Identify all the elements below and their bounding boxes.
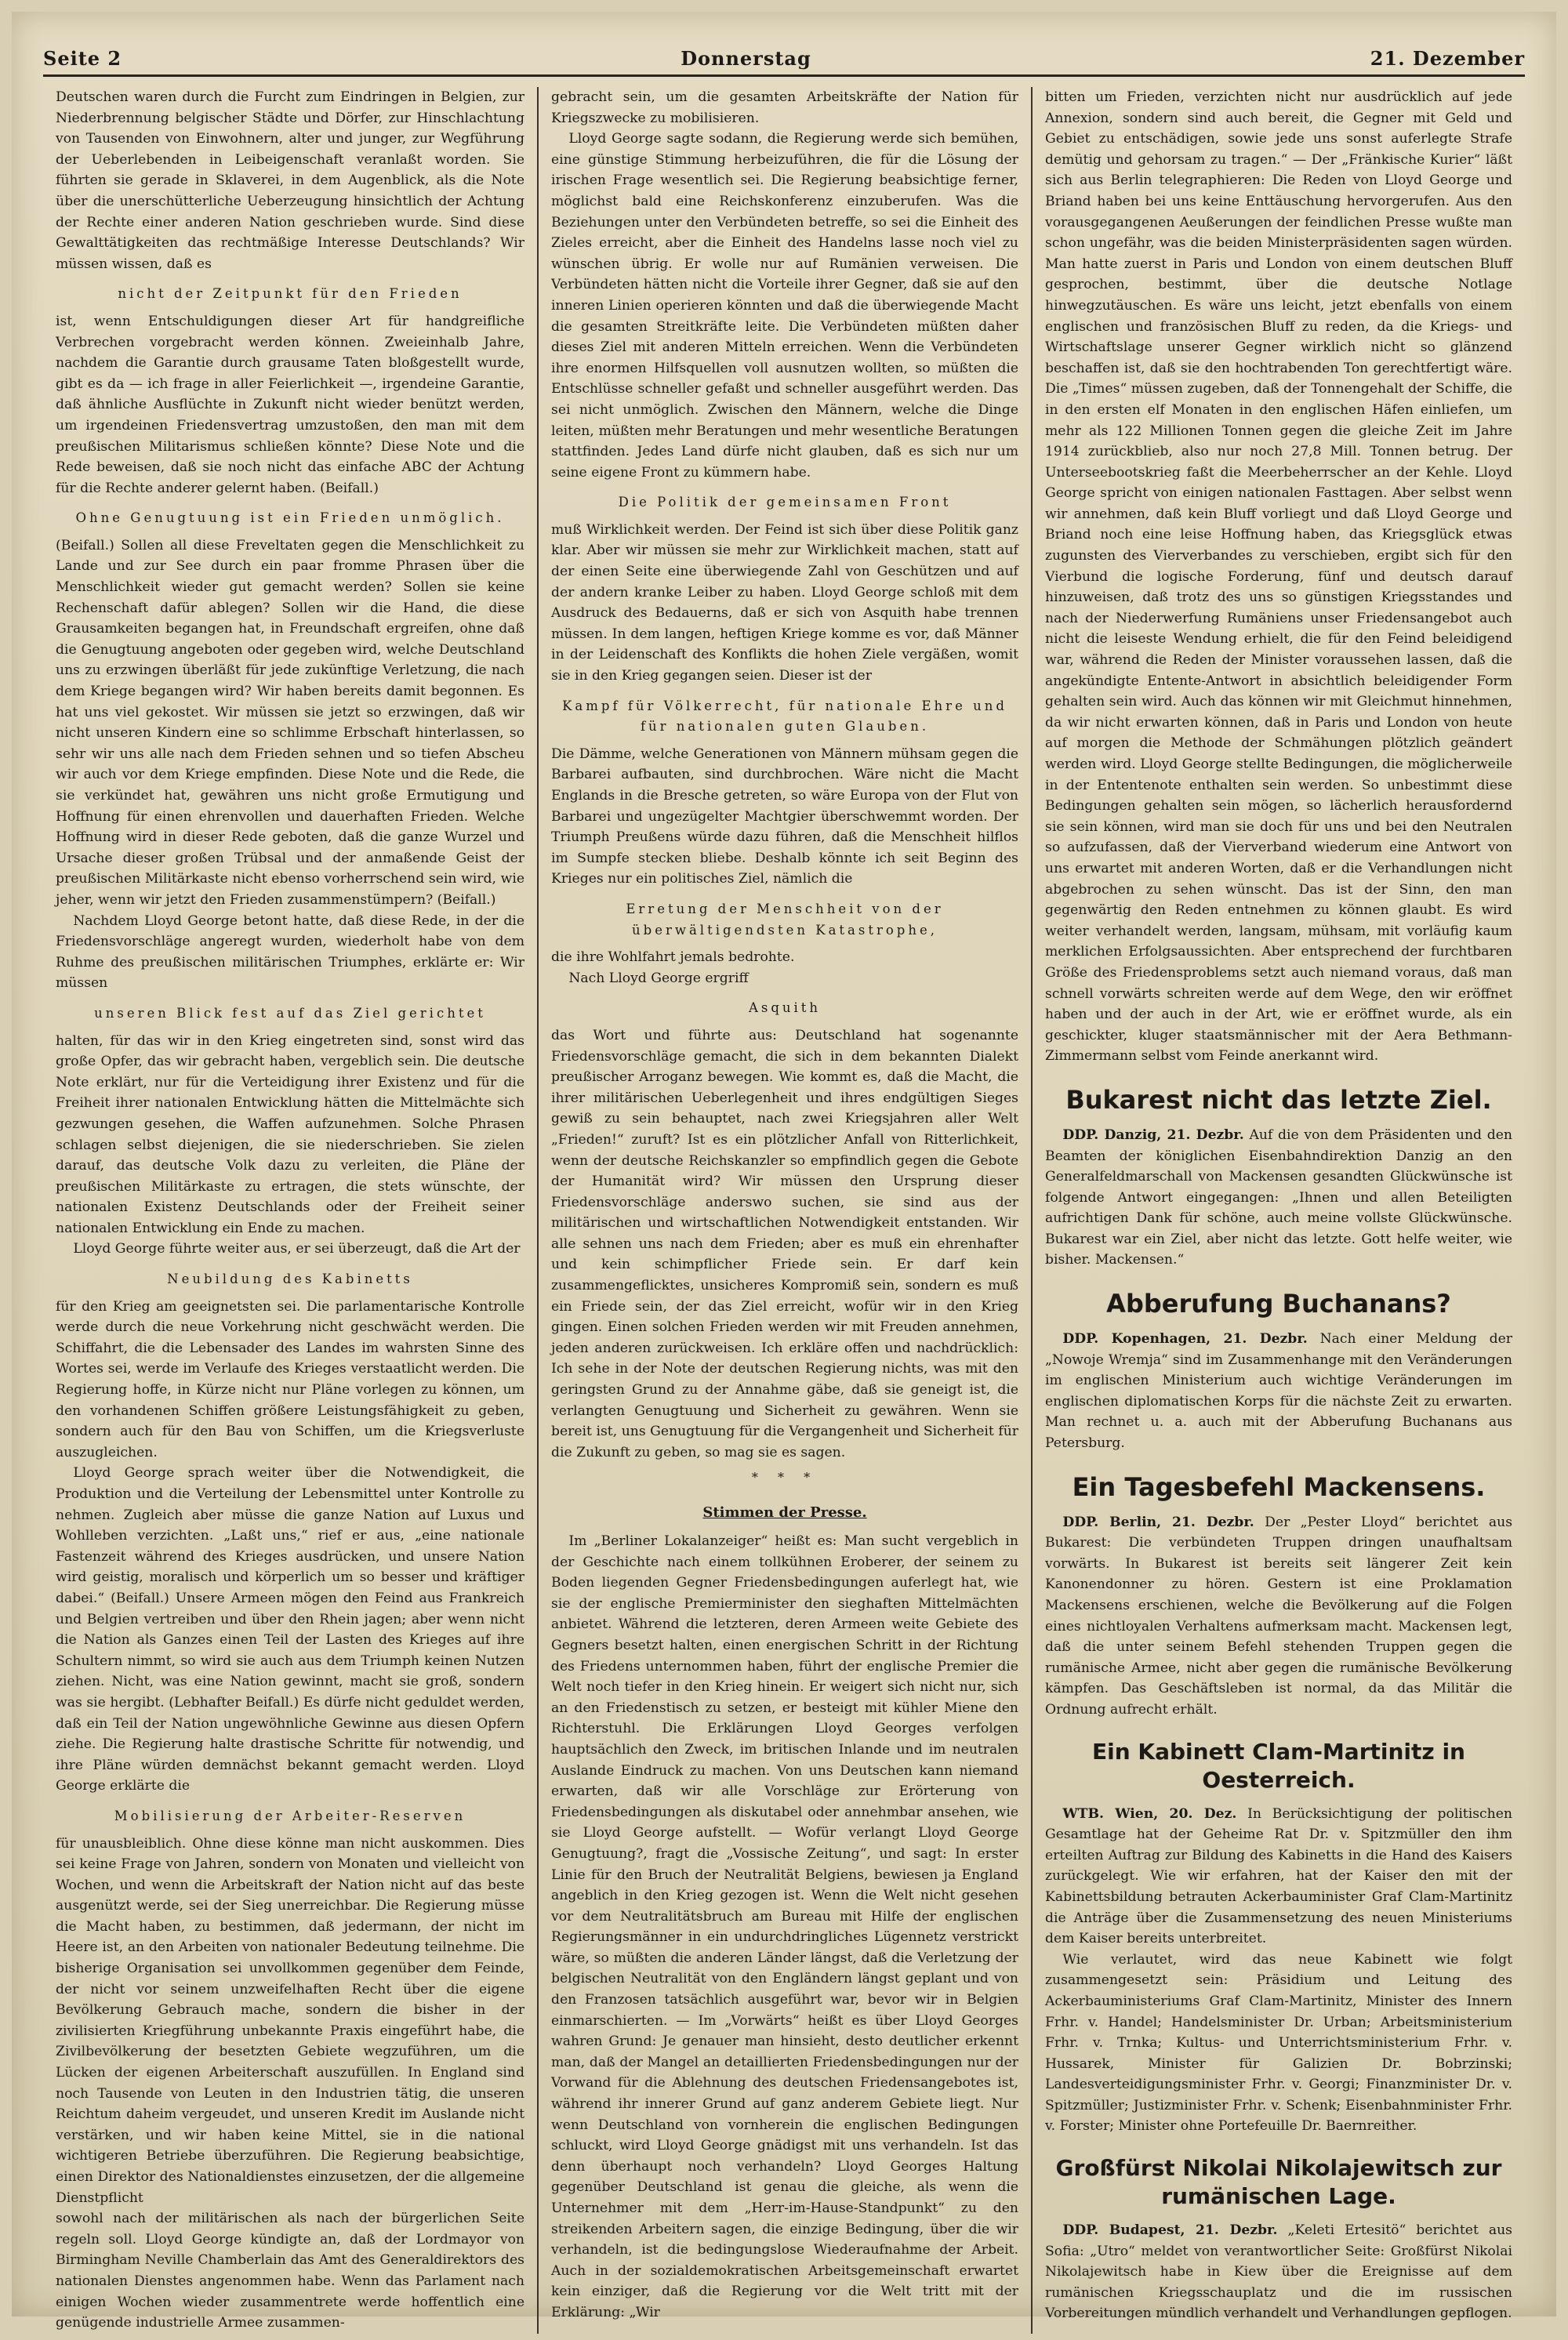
separator-dots: * * * (751, 1470, 818, 1486)
subheading: Die Politik der gemeinsamen Front (618, 495, 952, 510)
paragraph: Nach Lloyd George ergriff (568, 970, 749, 986)
paragraph: bitten um Frieden, verzichten nicht nur ausdrücklich auf jede Annexion, sondern sind auch bereit, die Gegner mit Geld und Gebiet zu entschädigen, sowie jede uns sonst auferlegte Strafe demütig und gehorsam zu tragen.“ — Der „Fränkische Kurier“ läßt sich aus Berlin telegraphieren: Die Reden von Lloyd George und Briand haben bei uns keine Enttäuschung hervorgerufen. Aus den vorausgegangenen Aeußerungen der feindlichen Presse wußte man schon ungefähr, was die beiden Ministerpräsidenten sagen würden. Man hatte zuerst in Paris und London von einem deutschen Bluff gesprochen, bestimmt, über die deutsche Notlage hinwegzutäuschen. Es wäre uns leicht, jetzt ebenfalls von einem englischen und französischen Bluff zu reden, da die Kriegs- und Wirtschaftslage unserer Gegner wirklich nicht so glänzend beschaffen ist, daß sie den hochtrabenden Ton gerechtfertigt wäre. Die „Times“ müssen zugeben, daß der Tonnengehalt der Schiffe, die in den ersten elf Monaten in den englischen Häfen einliefen, um mehr als 122 Millionen Tonnen gegen die gleiche Zeit im Jahre 1914 zurückblieb, also nur noch 27,8 Mill. Tonnen betrug. Der Unterseebootskrieg faßt die Meerbeherrscher an der Kehle. Lloyd George spricht von einigen nationalen Fasttagen. Aber selbst wenn wir annehmen, daß kein Bluff vorliegt und daß Lloyd George und Briand noch eine leise Hoffnung haben, das Kriegsglück etwas zugunsten des Vierverbandes zu verschieben, ergibt sich für den Vierbund die logische Forderung, fünf und deutsch darauf hinzuweisen, daß trotz des uns so günstigen Kriegsstandes und nach der Niederwerfung Rumäniens unser Friedensangebot auch nicht die leiseste Wendung erhielt, die für den Feind beleidigend war, während die Reden der Minister voraussehen lassen, daß die angekündigte Entente-Antwort in absichtlich beleidigender Form gehalten sein wird. Auch das können wir mit Gleichmut hinnehmen, da wir nicht erwarten können, daß in Paris und London von heute auf morgen die Methode der Schmähungen plötzlich geändert werden wird. Lloyd George stellte Bedingungen, die möglicherweile in der Ententenote enthalten sein werden. So unbestimmt diese Bedingungen gehalten sein mögen, so lächerlich herausfordernd sie sein können, wird man sie doch für uns und bei den Neutralen so aufzufassen, daß der Vierverband wiederum eine Antwort von uns erwartet mit anderen Worten, daß er die Verhandlungen nicht abgebrochen zu sehen wünscht. Das ist der Sinn, den man gegenwärtig den Reden entnehmen zu können glaubt. Es wird weiter verhandelt werden, langsam, mühsam, mit vorläufig kaum merklichen Erfolgsaussichten. Aber entsprechend der furchtbaren Größe des Friedensproblems setzt auch niemand voraus, daß man schnell vorwärts schreiten werde auf dem Wege, den wir eröffnet haben und der auch in der Art, wie er eröffnet wurde, als ein geschickter, kluger staatsmännischer mit der Aera Bethmann-Zimmermann selbst vom Feinde anerkannt wird. (1045, 89, 1512, 1065)
dateline: DDP. Berlin, 21. Dezbr. (1062, 1514, 1254, 1530)
newspaper-page (12, 12, 1556, 2331)
column-3 (1031, 87, 1525, 2334)
article-headline: Bukarest nicht das letzte Ziel. (1065, 1084, 1492, 1115)
column-2 (537, 87, 1031, 2334)
paragraph: halten, für das wir in den Krieg eingetreten sind, sonst wird das große Opfer, das wir gebracht haben, vergeblich sein. Die deutsche Note erklärt, nur für die Verteidigung ihrer Existenz und für die Freiheit ihrer nationalen Entwicklung hätten die Mittelmächte sich gezwungen gesehen, die Waffen aufzunehmen. Solche Phrasen schlagen selbst diejenigen, die sie niederschrieben. Sie zielen darauf, das deutsche Volk dazu zu verleiten, die Pläne der preußischen Militärkaste zu ertragen, die stets wünschte, der nationalen Existenz Deutschlands oder der Freiheit seiner nationalen Entwicklung ein Ende zu machen. (56, 1032, 524, 1236)
news-text: In Berücksichtigung der politischen Gesamtlage hat der Geheime Rat Dr. v. Spitzmüller den ihm erteilten Auftrag zur Bildung des Kabinetts in die Hand des Kaisers zurückgelegt. Wie wir erfahren, hat der Kaiser den mit der Kabinettsbildung betrauten Ackerbauminister Graf Clam-Martinitz die Anträge über die Zusammensetzung des neuen Ministeriums dem Kaiser bereits unterbreitet. (1045, 1805, 1512, 1947)
subheading: Mobilisierung der Arbeiter-Reserven (114, 1808, 466, 1823)
subheading: Neubildung des Kabinetts (167, 1272, 413, 1287)
dateline: DDP. Danzig, 21. Dezbr. (1062, 1126, 1244, 1143)
dateline: DDP. Kopenhagen, 21. Dezbr. (1062, 1331, 1308, 1348)
paragraph: sowohl nach der militärischen als nach der bürgerlichen Seite regeln soll. Lloyd George kündigte an, daß der Lordmayor von Birmingham Neville Chamberlain das Amt des Generaldirektors des nationalen Dienstes angenommen habe. Wenn das Parlament nach einigen Wochen wieder zusammentrete werde hoffentlich eine genügende industrielle Armee zusammen- (56, 2211, 524, 2331)
dateline: DDP. Budapest, 21. Dezbr. (1062, 2222, 1278, 2239)
paragraph: muß Wirklichkeit werden. Der Feind ist sich über diese Politik ganz klar. Aber wir müssen sie mehr zur Wirklichkeit machen, statt auf der einen Seite eine überwiegende Zahl von Geschützen und auf der andern kranke Leiber zu haben. Lloyd George schloß mit dem Ausdruck des Bedauerns, daß er sich von Asquith habe trennen müssen. In dem langen, heftigen Kriege komme es vor, daß Männer in der Leidenschaft des Konflikts die hohen Ziele vergäßen, womit sie in den Krieg gegangen seien. Dieser ist der (551, 521, 1018, 684)
paragraph: gebracht sein, um die gesamten Arbeitskräfte der Nation für Kriegszwecke zu mobilisieren. (551, 89, 1018, 126)
news-text: Der „Pester Lloyd“ berichtet aus Bukarest: Die verbündeten Truppen dringen unaufhaltsam vorwärts. In Bukarest ist bereits seit längerer Zeit kein Kanonendonner zu hören. Gestern ist eine Proklamation Mackensens erschienen, welche die Bevölkerung auf die Folgen eines nichtloyalen Verhaltens aufmerksam macht. Mackensen legt, daß die unter seinem Befehl stehenden Truppen gegen die rumänische Armee, nicht aber gegen die rumänische Bevölkerung kämpfen. Das Geschäftsleben ist normal, da das Militär die Ordnung aufrecht erhält. (1045, 1514, 1513, 1718)
paragraph: Im „Berliner Lokalanzeiger“ heißt es: Man sucht vergeblich in der Geschichte nach einem tollkühnen Eroberer, der seinem zu Boden liegenden Gegner Friedensbedingungen auferlegt hat, wie sie der englische Premierminister den sieghaften Mittelmächten anbietet. Während die letzteren, deren Armeen weite Gebiete des Gegners besetzt halten, einen energischen Schritt in der Richtung des Friedens unternommen haben, führt der englische Premier die Welt noch tiefer in den Krieg hinein. Er weigert sich nicht nur, sich an den Friedenstisch zu setzen, er besteigt mit kühler Miene den Richterstuhl. Die Erklärungen Lloyd Georges verfolgen hauptsächlich den Zweck, im britischen Inlande und im neutralen Auslande Eindruck zu machen. Von uns Deutschen kann niemand erwarten, daß wir alle Vorschläge zur Erörterung von Friedensbedingungen als diskutabel oder annehmbar ansehen, wie sie Lloyd George aufstellt. — Wofür verlangt Lloyd George Genugtuung?, fragt die „Vossische Zeitung“, und sagt: In erster Linie für den Bruch der Neutralität Belgiens, bewiesen ja England angeblich in den Krieg gezogen ist. Wenn die Welt nicht gesehen vor dem Neutralitätsbruch am Bureau mit Hilfe der englischen Regierungsmänner in ein undurchdringliches Lügennetz verstrickt wäre, so müßten die anderen Länder längst, daß die Verletzung der belgischen Neutralität von den Engländern längst geplant und von den Franzosen tatsächlich ausgeführt war, bevor wir in Belgien einmarschierten. — Im „Vorwärts“ heißt es über Lloyd Georges wahren Grund: Je genauer man hinsieht, desto deutlicher erkennt man, daß der Mangel an detaillierten Friedensbedingungen nur der Vorwand für die Ablehnung des deutschen Friedensangebotes ist, während ihr innerer Grund auf ganz anderem Gebiete liegt. Nur wenn Deutschland von vornherein die englischen Bedingungen schluckt, wird Lloyd George gnädigst mit uns verhandeln. Ist das denn überhaupt noch verhandeln? Lloyd Georges Haltung gegenüber Deutschland ist genau die gleiche, als wenn die Unternehmer mit dem „Herr-im-Hause-Standpunkt“ zu den streikenden Arbeitern sagen, die einzige Bedingung, über die wir verhandeln, ist die bedingungslose Wiederaufnahme der Arbeit. Auch in der sozialdemokratischen Arbeitsgemeinschaft erwartet kein einziger, daß die Regierung vor die Welt tritt mit der Erklärung: „Wir (551, 1533, 1018, 2320)
paragraph: für unausbleiblich. Ohne diese könne man nicht auskommen. Dies sei keine Frage von Jahren, sondern von Monaten und vielleicht von Wochen, und wenn die Arbeitskraft der Nation nicht auf das beste ausgenützt werde, sei der Sieg unerreichbar. Die Regierung müsse die Macht haben, zu bestimmen, daß jedermann, der nicht im Heere ist, an den Arbeiten von nationaler Bedeutung teilnehme. Die bisherige Organisation sei unvollkommen gegenüber dem Feinde, der nicht vor seinem unzweifelhaften Recht über die eigene Bevölkerung Gebrauch mache, sondern die bisher in der zivilisierten Kriegführung unbekannte Praxis eingeführt habe, die Zivilbevölkerung der besetzten Gebiete wegzuführen, um die Lücken der eigenen Arbeiterschaft auszufüllen. In England sind noch Tausende von Leuten in den Industrien tätig, die unseren Reichtum daheim vergeudet, und unseren Kredit im Auslande nicht verstärken, und wir haben keine Mittel, sie in die national wichtigeren Betriebe überzuführen. Die Regierung beabsichtige, einen Direktor des Nationaldienstes einzusetzen, der die allgemeine Dienstpflicht (56, 1835, 524, 2206)
news-text: Auf die von dem Präsidenten und den Beamten der königlichen Eisenbahndirektion Danzig an den Generalfeldmarschall von Mackensen gesandten Glückwünsche ist folgende Antwort eingegangen: „Ihnen und allen Beteiligten aufrichtigen Dank für schöne, auch meine vollste Glückwünsche. Bukarest war ein Ziel, aber nicht das letzte. Gott helfe weiter, wie bisher. Mackensen.“ (1045, 1126, 1512, 1268)
masthead (43, 27, 1525, 77)
article-headline: Ein Kabinett Clam-Martinitz in Oesterreich. (1092, 1738, 1465, 1793)
paragraph: Lloyd George führte weiter aus, er sei überzeugt, daß die Art der (73, 1241, 521, 1257)
subheading: nicht der Zeitpunkt für den Frieden (118, 286, 463, 302)
paragraph: Lloyd George sagte sodann, die Regierung werde sich bemühen, eine günstige Stimmung herbeizuführen, die für die Lösung der irischen Frage wesentlich sei. Die Regierung beabsichtige ferner, möglichst bald eine Reichskonferenz einzuberufen. Was die Beziehungen unter den Verbündeten betreffe, so sei die Einheit des Zieles erreicht, aber die Einheit des Handelns lasse noch viel zu wünschen übrig. Er wolle nur auf Rumänien verweisen. Die Verbündeten hätten nicht die Vorteile ihrer Gegner, daß sie auf den inneren Linien operieren könnten und daß die überwiegende Macht die gesamten Streitkräfte leite. Die Verbündeten müßten daher dieses Ziel mit anderen Mitteln erreichen. Wenn die Verbündeten ihre enormen Hilfsquellen voll ausnutzen wollten, so müßten die Entschlüsse schneller gefaßt und schneller ausgeführt werden. Das sei nicht unmöglich. Zwischen den Männern, welche die Dinge leiten, müßten mehr Beratungen und mehr wesentliche Beratungen stattfinden. Jedes Land dürfe nicht glauben, daß es sich nur um seine eigene Front zu kümmern habe. (551, 131, 1018, 481)
paragraph: für den Krieg am geeignetsten sei. Die parlamentarische Kontrolle werde durch die neue Vorkehrung nicht geschwächt werden. Die Schiffahrt, die die Lebensader des Landes im wahrsten Sinne des Wortes sei, werde im Verlaufe des Krieges verstaatlicht werden. Die Regierung hoffe, in Kürze nicht nur Pläne vorlegen zu können, um den vorhandenen Schiffen größere Leistungsfähigkeit zu geben, sondern auch für den Bau von Schiffen, um die Kriegsverluste auszugleichen. (56, 1298, 524, 1460)
section-headline: Stimmen der Presse. (702, 1504, 867, 1521)
paragraph: Wie verlautet, wird das neue Kabinett wie folgt zusammengesetzt sein: Präsidium und Leitung des Ackerbauministeriums Graf Clam-Martinitz, Minister des Innern Frhr. v. Handel; Handelsminister Dr. Urban; Arbeitsministerium Frhr. v. Trnka; Kultus- und Unterrichtsministerium Frhr. v. Hussarek, Minister für Galizien Dr. Bobrzinski; Landesverteidigungsminister Frhr. v. Georgi; Finanzminister Dr. v. Spitzmüller; Justizminister Frhr. v. Schenk; Eisenbahnminister Frhr. v. Forster; Minister ohne Portefeuille Dr. Baernreither. (1045, 1951, 1512, 2135)
subheading: Kampf für Völkerrecht, für nationale Ehre und für nationalen guten Glauben. (562, 698, 1007, 735)
weekday: Donnerstag (681, 47, 811, 70)
issue-date: 21. Dezember (1370, 47, 1525, 70)
subheading: unseren Blick fest auf das Ziel gerichtet (94, 1005, 486, 1021)
column-1 (43, 87, 537, 2334)
article-headline: Abberufung Buchanans? (1106, 1289, 1451, 1319)
columns (43, 87, 1525, 2331)
paragraph: Lloyd George sprach weiter über die Notwendigkeit, die Produktion und die Verteilung der Lebensmittel unter Kontrolle zu nehmen. Zugleich aber müsse die ganze Nation auf Luxus und Wohlleben verzichten. „Laßt uns,“ rief er aus, „eine nationale Fastenzeit während des Krieges ausdrücken, und unsere Nation wird geistig, moralisch und körperlich um so besser und kräftiger dabei.“ (Beifall.) Unsere Armeen mögen den Feind aus Frankreich und Belgien vertreiben und über den Rhein jagen; aber wenn nicht die Nation als Ganzes einen Teil der Lasten des Krieges auf ihre Schultern nimmt, so wird sie auch aus dem Triumph keinen Nutzen ziehen. Nicht, was eine Nation gewinnt, macht sie groß, sondern was sie hergibt. (Lebhafter Beifall.) Es dürfe nicht geduldet werden, daß ein Teil der Nation ungewöhnliche Gewinne aus diesen Opfern ziehe. Die Regierung halte drastische Schritte für notwendig, und ihre Pläne würden demnächst bekannt gemacht werden. Lloyd George erklärte die (56, 1465, 524, 1794)
dateline: WTB. Wien, 20. Dez. (1062, 1805, 1237, 1822)
subheading: Ohne Genugtuung ist ein Frieden unmöglich. (75, 510, 505, 526)
news-text: Nach einer Meldung der „Nowoje Wremja“ sind im Zusammenhange mit den Veränderungen im englischen Ministerium auch wichtige Veränderungen im englischen diplomatischen Korps für die nächste Zeit zu erwarten. Man rechnet u. a. auch mit der Abberufung Buchanans aus Petersburg. (1045, 1331, 1512, 1452)
news-text: „Keleti Ertesitö“ berichtet aus Sofia: „Utro“ meldet von verantwortlicher Seite: Großfürst Nikolai Nikolajewitsch habe in Kiew über die Ereignisse auf dem rumänischen Kriegsschauplatz und die im russischen Vorbereitungen mündlich verhandelt und Verhandlungen gepflogen. (1045, 2222, 1512, 2322)
page-number: Seite 2 (43, 47, 122, 70)
paragraph: Nachdem Lloyd George betont hatte, daß diese Rede, in der die Friedensvorschläge angeregt wurden, wiederholt habe von dem Ruhme des preußischen militärischen Triumphes, erklärte er: Wir müssen (56, 912, 524, 992)
paragraph: Die Dämme, welche Generationen von Männern mühsam gegen die Barbarei aufbauten, sind durchbrochen. Wäre nicht die Macht Englands in die Bresche getreten, so wäre Europa von der Flut von Barbarei und ungezügelter Machtgier überschwemmt worden. Der Triumph Preußens würde dazu führen, daß die Menschheit hilflos im Sumpfe stecken bliebe. Deshalb könnte ich seit Beginn des Krieges nur ein politisches Ziel, nämlich die (551, 746, 1018, 887)
paragraph: das Wort und führte aus: Deutschland hat sogenannte Friedensvorschläge gemacht, die sich in dem bekannten Dialekt preußischer Arroganz bewegen. Wie kommt es, daß die Macht, die ihrer militärischen Ueberlegenheit und ihres endgültigen Sieges gewiß zu sein behauptet, nach zwei Kriegsjahren aller Welt „Frieden!“ zuruft? Ist es ein plötzlicher Anfall von Ritterlichkeit, wenn der deutsche Reichskanzler so empfindlich gegen die Gebote der Humanität wird? Wir müssen den Ursprung dieser Friedensvorschläge anderswo suchen, sie sind aus der militärischen und wirtschaftlichen Notwendigkeit entstanden. Wir alle sehnen uns nach dem Frieden; aber es muß ein ehrenhafter und kein schimpflicher Friede sein. Er darf kein zusammengeflicktes, unsicheres Kompromiß sein, sondern es muß ein Friede sein, der das Ziel erreicht, wofür wir in den Krieg gingen. Einen solchen Frieden werden wir mit Freuden annehmen, jeden anderen zurückweisen. Ich erkläre offen und nachdrücklich: Ich sehe in der Note der deutschen Regierung nichts, was mit den geringsten Grund zu der Annahme gäbe, daß sie geneigt ist, die verlangten Genugtuung und Sicherheit zu gewähren. Wenn sie bereit ist, uns Genugtuung für die Vergangenheit und Sicherheit für die Zukunft zu geben, so mag sie es sagen. (551, 1027, 1018, 1460)
paragraph: die ihre Wohlfahrt jemals bedrohte. (551, 949, 795, 966)
paragraph: (Beifall.) Sollen all diese Freveltaten gegen die Menschlichkeit zu Lande und zur See durch ein paar fromme Phrasen über die Menschlichkeit wieder gut gemacht werden? Sollen sie keine Rechenschaft dafür ablegen? Sollen wir die Hand, die diese Grausamkeiten begangen hat, in Freundschaft ergreifen, ohne daß die Genugtuung angeboten oder gegeben wird, welche Deutschland uns zu erzwingen überläßt für jede zukünftige Verletzung, die nach dem Kriege begangen wird? Wir haben bereits damit begonnen. Es hat uns viel gekostet. Wir müssen sie jetzt so erzwingen, daß wir nicht unseren Kindern eine so schlimme Erbschaft hinterlassen, so sehr wir uns alle nach dem Frieden sehnen und so tiefen Abscheu wir auch vor dem Kriege empfinden. Diese Note und die Rede, die sie verkündet hat, gewähren uns nicht große Ermutigung und Hoffnung für einen ehrenvollen und dauerhaften Frieden. Welche Hoffnung wird in dieser Rede geboten, daß die ganze Wurzel und Ursache dieser großen Trübsal und der anmaßende Geist der preußischen Militärkaste nicht ebenso vorherrschend sein wird, wie jeher, wenn wir jetzt den Frieden zusammenstümpern? (Beifall.) (56, 537, 524, 908)
article-headline: Ein Tagesbefehl Mackensens. (1072, 1471, 1486, 1502)
subheading: Asquith (748, 1000, 822, 1016)
article-headline: Großfürst Nikolai Nikolajewitsch zur rumänischen Lage. (1055, 2155, 1502, 2210)
paragraph: ist, wenn Entschuldigungen dieser Art für handgreifliche Verbrechen vorgebracht werden können. Zweieinhalb Jahre, nachdem die Garantie durch grausame Taten bloßgestellt wurde, gibt es da — ich frage in aller Feierlichkeit —, irgendeine Garantie, daß ähnliche Ausflüchte in Zukunft nicht wieder benützt werden, um irgendeinen Friedensvertrag umzustoßen, den man mit dem preußischen Militarismus schließen könnte? Diese Note und die Rede beweisen, daß sie noch nicht das einfache ABC der Achtung für die Rechte anderer gelernt haben. (Beifall.) (56, 313, 524, 496)
paragraph: Deutschen waren durch die Furcht zum Eindringen in Belgien, zur Niederbrennung belgischer Städte und Dörfer, zur Hinschlachtung von Tausenden von Einwohnern, alter und junger, zur Wegführung der Ueberlebenden in Leibeigenschaft veranlaßt worden. Sie führten sie gerade in Sklaverei, in dem Augenblick, als die Note über die unerschütterliche Ueberzeugung hinsichtlich der Achtung der Rechte einer anderen Nation geschrieben wurde. Sind diese Gewalttätigkeiten das rechtmäßige Interesse Deutschlands? Wir müssen wissen, daß es (56, 89, 524, 272)
subheading: Erretung der Menschheit von der überwältigendsten Katastrophe, (626, 901, 944, 938)
